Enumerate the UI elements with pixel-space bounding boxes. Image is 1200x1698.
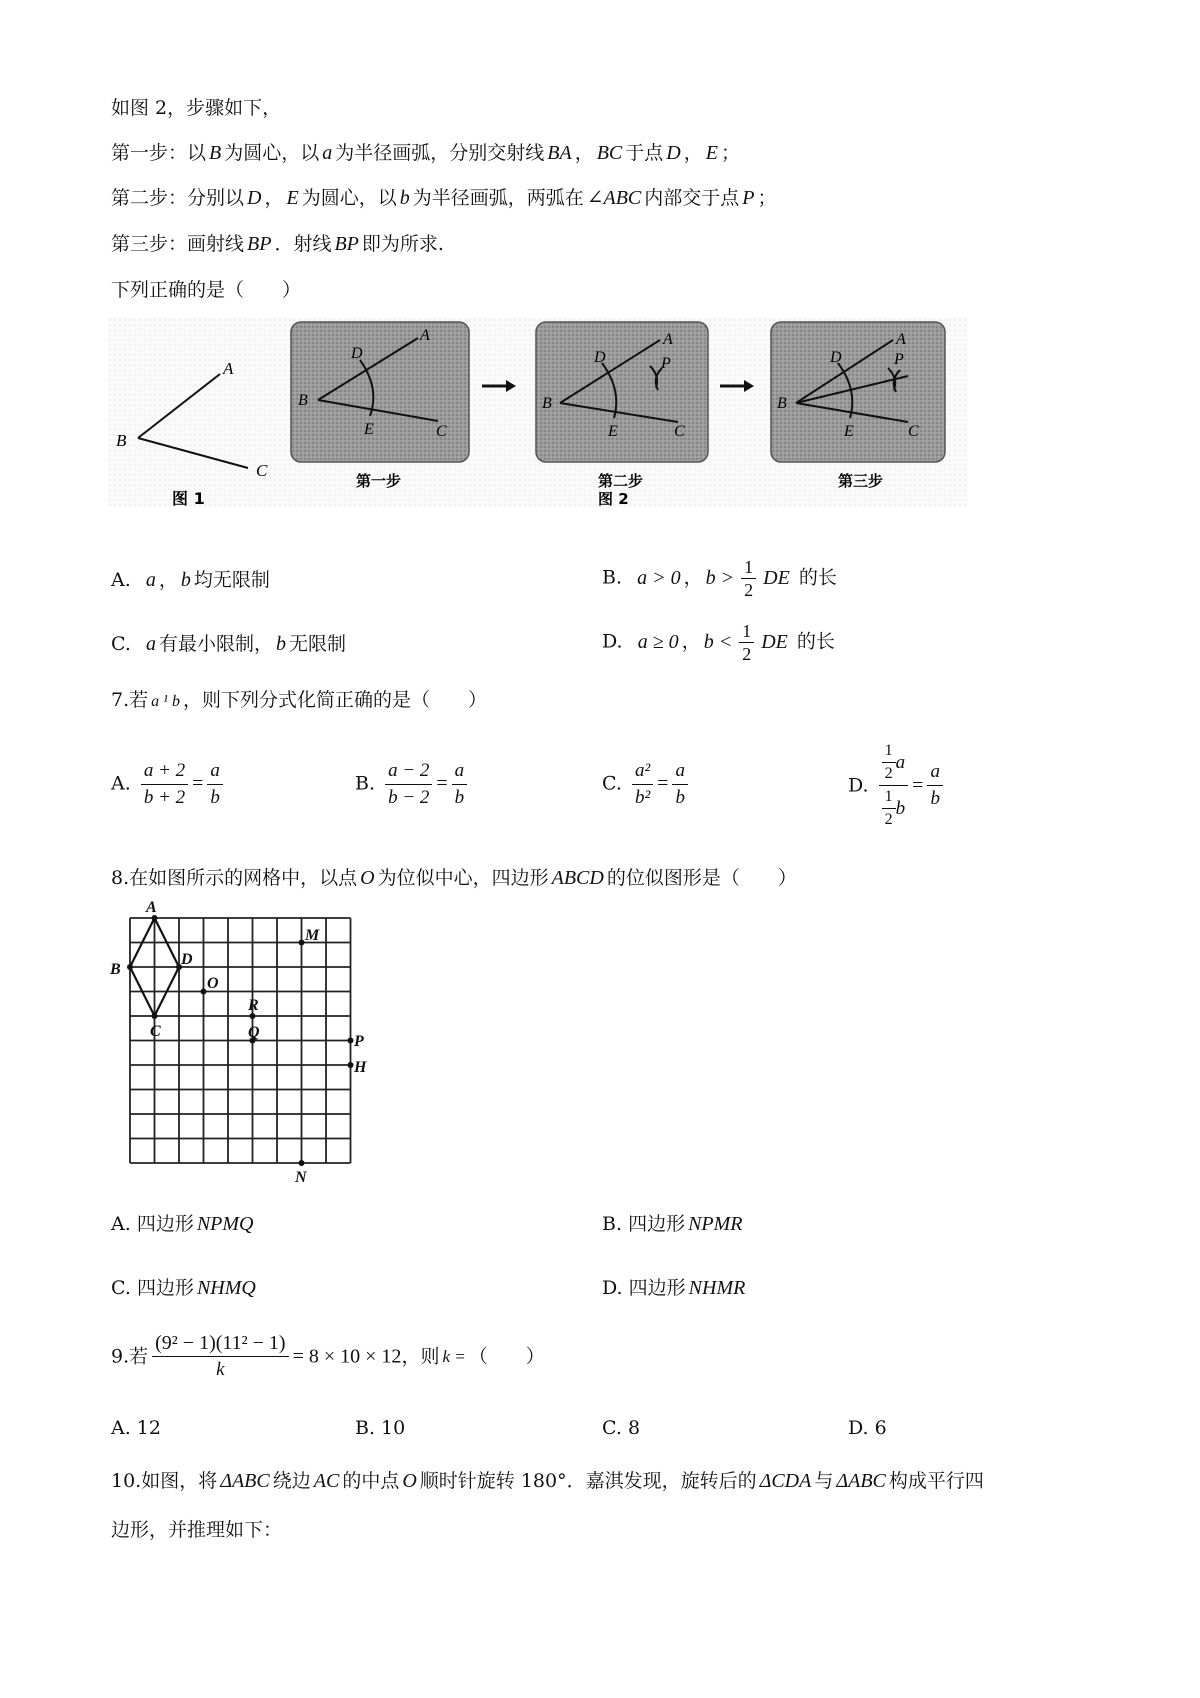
var: NHMR <box>688 1277 746 1299</box>
q7-stem <box>111 688 487 714</box>
var: DE <box>763 566 790 589</box>
grid-label: H <box>354 1059 367 1076</box>
fraction <box>927 759 943 812</box>
denominator: b <box>675 787 685 808</box>
text: 无限制 <box>289 633 347 655</box>
var: NPMQ <box>196 1213 254 1235</box>
text: 10.如图，将 <box>111 1470 218 1492</box>
point-label: E <box>608 423 618 440</box>
numerator: 1 <box>882 740 896 763</box>
option-letter: C. <box>111 1277 131 1299</box>
denominator: 2 <box>884 765 893 782</box>
q9-stem <box>111 1330 545 1383</box>
q9-option-d[interactable]: D. 6 <box>848 1417 887 1439</box>
denominator: b <box>454 787 465 808</box>
var: a <box>322 142 333 164</box>
fraction <box>741 556 756 601</box>
point-label: A <box>663 331 673 348</box>
denominator: b <box>930 788 940 809</box>
grid-label: Q <box>248 1024 260 1041</box>
text: ，则 <box>401 1345 440 1368</box>
q10-stem-line-2: 边形，并推理如下： <box>111 1519 283 1541</box>
point-label: P <box>894 351 904 368</box>
point-label: C <box>674 423 685 440</box>
var: a <box>895 751 906 773</box>
var: DE <box>761 630 788 653</box>
var: NPMR <box>688 1213 743 1235</box>
denominator: 2 <box>744 580 754 600</box>
figure-1-caption: 图 1 <box>172 489 205 508</box>
point-label: B <box>116 431 127 450</box>
point-label: P <box>661 355 671 372</box>
q7-option-d[interactable] <box>848 740 947 831</box>
equals: = <box>436 772 448 795</box>
fraction <box>452 758 468 811</box>
text: 为半径画弧，分别交射线 <box>335 142 545 164</box>
q7-option-c[interactable] <box>602 758 692 811</box>
denominator: 2 <box>742 644 752 664</box>
var: b <box>276 633 287 655</box>
text: ， <box>158 569 178 591</box>
var: O <box>360 867 375 889</box>
numerator: a + 2 <box>141 758 188 785</box>
q9-option-b[interactable]: B. 10 <box>355 1417 406 1439</box>
denominator: b² <box>634 787 651 808</box>
text: 的中点 <box>342 1470 400 1492</box>
text: 四边形 <box>628 1213 686 1235</box>
text: 绕边 <box>272 1470 311 1492</box>
text: 的位似图形是（ ） <box>606 867 797 889</box>
denominator <box>879 786 909 831</box>
text: 即为所求. <box>361 233 444 255</box>
intro-line: 如图 2，步骤如下， <box>111 97 282 119</box>
var: ABCD <box>551 867 604 889</box>
option-letter: D. <box>602 1277 623 1299</box>
q8-option-a[interactable] <box>111 1212 257 1236</box>
var: P <box>742 187 755 209</box>
option-letter: B. <box>602 566 623 589</box>
equals: = <box>192 772 204 795</box>
text: 第二步：分别以 <box>111 187 245 209</box>
q6-option-c[interactable] <box>111 632 346 656</box>
text: 有最小限制， <box>159 633 274 655</box>
q8-option-b[interactable] <box>602 1212 746 1236</box>
numerator: a <box>927 759 943 786</box>
step1-caption: 第一步 <box>356 472 402 490</box>
text: 四边形 <box>136 1277 194 1299</box>
var: a <box>146 633 156 655</box>
point-label: B <box>542 395 552 412</box>
point-label: A <box>420 327 430 344</box>
text: 与 <box>814 1470 834 1492</box>
grid-label: M <box>305 927 320 944</box>
fraction <box>152 1330 288 1383</box>
point-label: C <box>436 423 447 440</box>
var: D <box>666 142 681 164</box>
numerator: a <box>672 758 688 785</box>
math: a ¹ b <box>151 693 180 710</box>
option-letter: C. <box>111 633 131 655</box>
grid-label: A <box>146 899 157 916</box>
numerator: (9² − 1)(11² − 1) <box>152 1330 288 1357</box>
grid-label: C <box>150 1023 161 1040</box>
equation-rhs: = 8 × 10 × 12 <box>292 1345 402 1368</box>
var: D <box>247 187 262 209</box>
grid-label: D <box>181 951 193 968</box>
option-letter: B. <box>355 772 376 795</box>
option-letter: D. <box>848 774 869 797</box>
q8-option-c[interactable] <box>111 1276 259 1300</box>
point-label: C <box>256 461 268 480</box>
numerator: a <box>452 758 468 785</box>
var: ΔCDA <box>759 1470 812 1492</box>
point-label: A <box>223 359 234 378</box>
denominator: k <box>216 1359 225 1380</box>
math: a > 0 <box>637 566 681 589</box>
q6-option-b[interactable] <box>602 556 837 601</box>
denominator: b + 2 <box>143 787 186 808</box>
math: b > <box>705 566 735 589</box>
option-letter: A. <box>111 772 131 795</box>
q6-option-a[interactable] <box>111 568 270 592</box>
text: 为圆心，以 <box>224 142 320 164</box>
grid-lines <box>130 918 351 1163</box>
var: BP <box>334 233 359 255</box>
fraction <box>207 758 223 811</box>
text: 9.若 <box>111 1345 149 1368</box>
figure-2-caption: 图 2 <box>598 490 629 508</box>
text: ， <box>683 142 703 164</box>
q6-option-d[interactable] <box>602 620 835 665</box>
step1-line <box>111 141 740 165</box>
step1-panel <box>291 322 469 462</box>
grid-label: R <box>248 997 259 1014</box>
math: a ≥ 0 <box>637 630 679 653</box>
text: 7.若 <box>111 689 149 711</box>
option-letter: A. <box>111 1213 131 1235</box>
text: 构成平行四 <box>888 1470 984 1492</box>
text: 8.在如图所示的网格中，以点 <box>111 867 358 889</box>
q8-stem <box>111 866 797 890</box>
fraction <box>739 620 754 665</box>
var: B <box>209 142 222 164</box>
step2-caption: 第二步 <box>598 472 644 490</box>
text: ； <box>757 187 777 209</box>
grid-figure <box>108 898 398 1183</box>
fraction <box>882 786 896 831</box>
construction-figure <box>108 318 968 508</box>
var: ΔABC <box>836 1470 886 1492</box>
point-label: D <box>594 349 606 366</box>
text: ， <box>681 630 701 653</box>
var: b <box>895 797 906 819</box>
text: ， <box>683 566 703 589</box>
text: ， <box>574 142 594 164</box>
numerator: a <box>207 758 223 785</box>
point-label: B <box>777 395 787 412</box>
grid-label: N <box>295 1169 307 1183</box>
var: ΔABC <box>220 1470 270 1492</box>
var: BC <box>596 142 623 164</box>
var: BP <box>247 233 272 255</box>
q9-option-c[interactable]: C. 8 <box>602 1417 641 1439</box>
option-letter: A. <box>111 569 131 591</box>
text: 顺时针旋转 180°．嘉淇发现，旋转后的 <box>419 1470 757 1492</box>
text: 均无限制 <box>193 569 270 591</box>
text: （ ） <box>468 1345 545 1368</box>
point-label: E <box>364 421 374 438</box>
numerator: 1 <box>739 620 754 643</box>
text: 于点 <box>625 142 664 164</box>
text: 为位似中心，四边形 <box>377 867 549 889</box>
var: BA <box>547 142 572 164</box>
var: O <box>402 1470 417 1492</box>
compound-fraction <box>879 740 909 831</box>
numerator: 1 <box>882 786 896 809</box>
var: E <box>286 187 299 209</box>
q7-option-a[interactable] <box>111 758 227 811</box>
text: 的长 <box>798 566 837 589</box>
text: 第一步：以 <box>111 142 207 164</box>
denominator: b − 2 <box>388 787 430 808</box>
var: ∠ABC <box>586 187 642 209</box>
point-label: B <box>298 392 308 409</box>
var: b <box>180 569 191 591</box>
grid-label: P <box>354 1033 364 1050</box>
var: E <box>705 142 718 164</box>
step3-line <box>111 232 444 256</box>
text: 内部交于点 <box>644 187 740 209</box>
q10-stem-line-1 <box>111 1469 984 1493</box>
fraction <box>632 758 653 811</box>
var: NHMQ <box>196 1277 256 1299</box>
denominator: b <box>210 787 220 808</box>
q9-option-a[interactable]: A. 12 <box>111 1417 161 1439</box>
var: b <box>399 187 410 209</box>
numerator: a² <box>632 758 653 785</box>
text: 的长 <box>796 630 835 653</box>
step3-caption: 第三步 <box>838 472 884 490</box>
text: 第三步：画射线 <box>111 233 245 255</box>
fraction <box>141 758 188 811</box>
text: ，则下列分式化简正确的是（ ） <box>182 689 487 711</box>
text: 为圆心，以 <box>301 187 397 209</box>
equals: = <box>912 774 924 797</box>
q8-option-d[interactable] <box>602 1276 748 1300</box>
math: b < <box>703 630 733 653</box>
text: ； <box>720 142 740 164</box>
point-label: E <box>844 423 854 440</box>
text: ， <box>264 187 284 209</box>
fraction <box>882 740 896 785</box>
point-label: D <box>351 345 363 362</box>
denominator: 2 <box>884 811 893 828</box>
var: a <box>145 569 156 591</box>
text: ．射线 <box>274 233 332 255</box>
math: k = <box>442 1346 466 1366</box>
grid-label: B <box>110 961 121 978</box>
step2-panel <box>536 322 708 462</box>
fraction <box>385 758 432 811</box>
text: 四边形 <box>136 1213 194 1235</box>
q7-option-b[interactable] <box>355 758 471 811</box>
option-letter: C. <box>602 772 622 795</box>
var: AC <box>313 1470 340 1492</box>
point-label: A <box>896 331 906 348</box>
point-label: D <box>830 349 842 366</box>
text: 四边形 <box>628 1277 686 1299</box>
step2-line <box>111 186 777 210</box>
text: 为半径画弧，两弧在 <box>412 187 584 209</box>
option-letter: D. <box>602 630 623 653</box>
option-letter: B. <box>602 1213 623 1235</box>
question-prompt: 下列正确的是（ ） <box>111 279 302 301</box>
point-label: C <box>908 423 919 440</box>
equals: = <box>657 772 669 795</box>
numerator <box>879 740 909 786</box>
grid-label: O <box>207 975 219 992</box>
fraction <box>672 758 688 811</box>
numerator: 1 <box>741 556 756 579</box>
step3-panel <box>771 322 945 462</box>
numerator: a − 2 <box>385 758 432 785</box>
